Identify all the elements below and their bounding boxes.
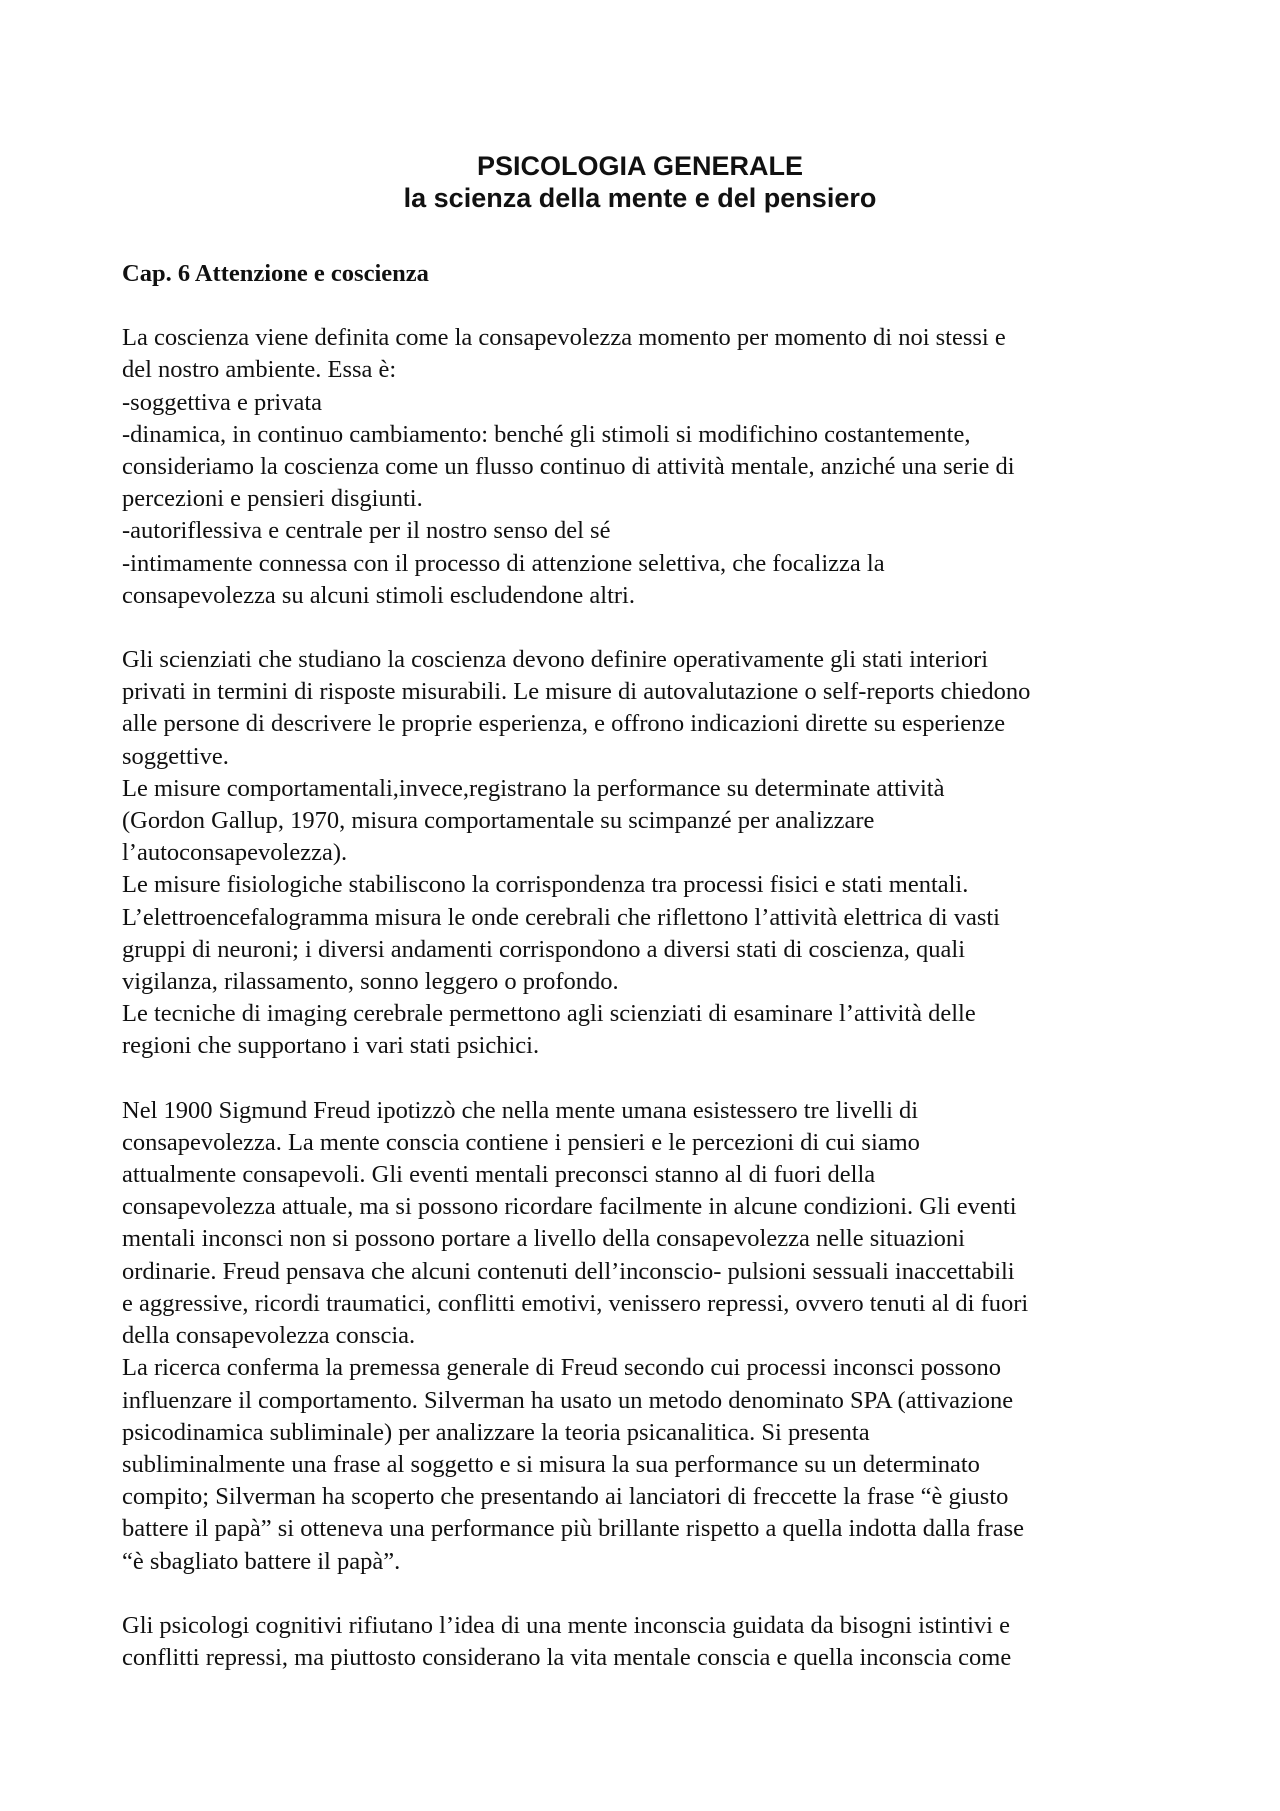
text-line: l’autoconsapevolezza).	[122, 839, 348, 867]
text-line: del nostro ambiente. Essa è:	[122, 356, 397, 384]
text-line: -intimamente connessa con il processo di attenzione selettiva, che focalizza la	[122, 549, 885, 577]
chapter-heading: Cap. 6 Attenzione e coscienza	[122, 260, 429, 287]
text-line: La ricerca conferma la premessa generale di Freud secondo cui processi inconsci possono	[122, 1354, 1001, 1382]
text-line: alle persone di descrivere le proprie esperienza, e offrono indicazioni dirette su esperienze	[122, 710, 1006, 738]
text-line: percezioni e pensieri disgiunti.	[122, 485, 423, 513]
text-line: subliminalmente una frase al soggetto e si misura la sua performance su un determinato	[122, 1450, 980, 1478]
text-line: attualmente consapevoli. Gli eventi mentali preconsci stanno al di fuori della	[122, 1161, 876, 1189]
document-header	[0, 150, 1280, 214]
text-line: conflitti repressi, ma piuttosto considerano la vita mentale conscia e quella inconscia come	[122, 1643, 1012, 1671]
text-line: soggettive.	[122, 742, 229, 770]
text-line: privati in termini di risposte misurabili. Le misure di autovalutazione o self-reports chiedono	[122, 678, 1031, 706]
text-line: L’elettroencefalogramma misura le onde cerebrali che riflettono l’attività elettrica di vasti	[122, 903, 1000, 931]
text-line: compito; Silverman ha scoperto che presentando ai lanciatori di freccette la frase “è giusto	[122, 1483, 1009, 1511]
paragraph	[122, 1610, 1182, 1674]
text-line: ordinarie. Freud pensava che alcuni contenuti dell’inconscio- pulsioni sessuali inaccettabili	[122, 1257, 1015, 1285]
text-line: -soggettiva e privata	[122, 388, 323, 416]
text-line: -autoriflessiva e centrale per il nostro senso del sé	[122, 517, 611, 545]
text-line: regioni che supportano i vari stati psichici.	[122, 1032, 540, 1060]
text-line: Gli psicologi cognitivi rifiutano l’idea di una mente inconscia guidata da bisogni istintivi e	[122, 1611, 1010, 1639]
text-line: Gli scienziati che studiano la coscienza devono definire operativamente gli stati interiori	[122, 646, 989, 674]
text-line: consideriamo la coscienza come un flusso continuo di attività mentale, anziché una serie di	[122, 453, 1015, 481]
text-line: consapevolezza. La mente conscia contiene i pensieri e le percezioni di cui siamo	[122, 1128, 920, 1156]
text-line: Nel 1900 Sigmund Freud ipotizzò che nella mente umana esistessero tre livelli di	[122, 1096, 919, 1124]
paragraph	[122, 322, 1182, 612]
text-line: consapevolezza su alcuni stimoli escludendone altri.	[122, 581, 635, 609]
text-line: influenzare il comportamento. Silverman ha usato un metodo denominato SPA (attivazione	[122, 1386, 1014, 1414]
text-line: e aggressive, ricordi traumatici, conflitti emotivi, venissero repressi, ovvero tenuti al di fuori	[122, 1289, 1029, 1317]
text-line: La coscienza viene definita come la consapevolezza momento per momento di noi stessi e	[122, 324, 1006, 352]
text-line: consapevolezza attuale, ma si possono ricordare facilmente in alcune condizioni. Gli eventi	[122, 1193, 1017, 1221]
text-line: psicodinamica subliminale) per analizzare la teoria psicanalitica. Si presenta	[122, 1418, 870, 1446]
paragraph	[122, 1095, 1182, 1578]
text-line: Le misure comportamentali,invece,registrano la performance su determinate attività	[122, 774, 945, 802]
text-line: gruppi di neuroni; i diversi andamenti corrispondono a diversi stati di coscienza, quali	[122, 935, 966, 963]
paragraph	[122, 644, 1182, 1063]
paragraph-list	[122, 322, 1182, 1674]
document-subtitle: la scienza della mente e del pensiero	[403, 183, 877, 213]
text-line: Le misure fisiologiche stabiliscono la corrispondenza tra processi fisici e stati mentali.	[122, 871, 969, 899]
text-line: della consapevolezza conscia.	[122, 1322, 416, 1350]
text-line: (Gordon Gallup, 1970, misura comportamentale su scimpanzé per analizzare	[122, 807, 875, 835]
document-title: PSICOLOGIA GENERALE	[476, 151, 804, 181]
document-body	[122, 258, 1182, 1706]
text-line: vigilanza, rilassamento, sonno leggero o profondo.	[122, 968, 619, 996]
text-line: -dinamica, in continuo cambiamento: benché gli stimoli si modifichino costantemente,	[122, 420, 971, 448]
text-line: “è sbagliato battere il papà”.	[122, 1547, 401, 1575]
text-line: mentali inconsci non si possono portare a livello della consapevolezza nelle situazioni	[122, 1225, 965, 1253]
text-line: Le tecniche di imaging cerebrale permettono agli scienziati di esaminare l’attività delle	[122, 1000, 976, 1028]
text-line: battere il papà” si otteneva una performance più brillante rispetto a quella indotta dalla frase	[122, 1515, 1025, 1543]
